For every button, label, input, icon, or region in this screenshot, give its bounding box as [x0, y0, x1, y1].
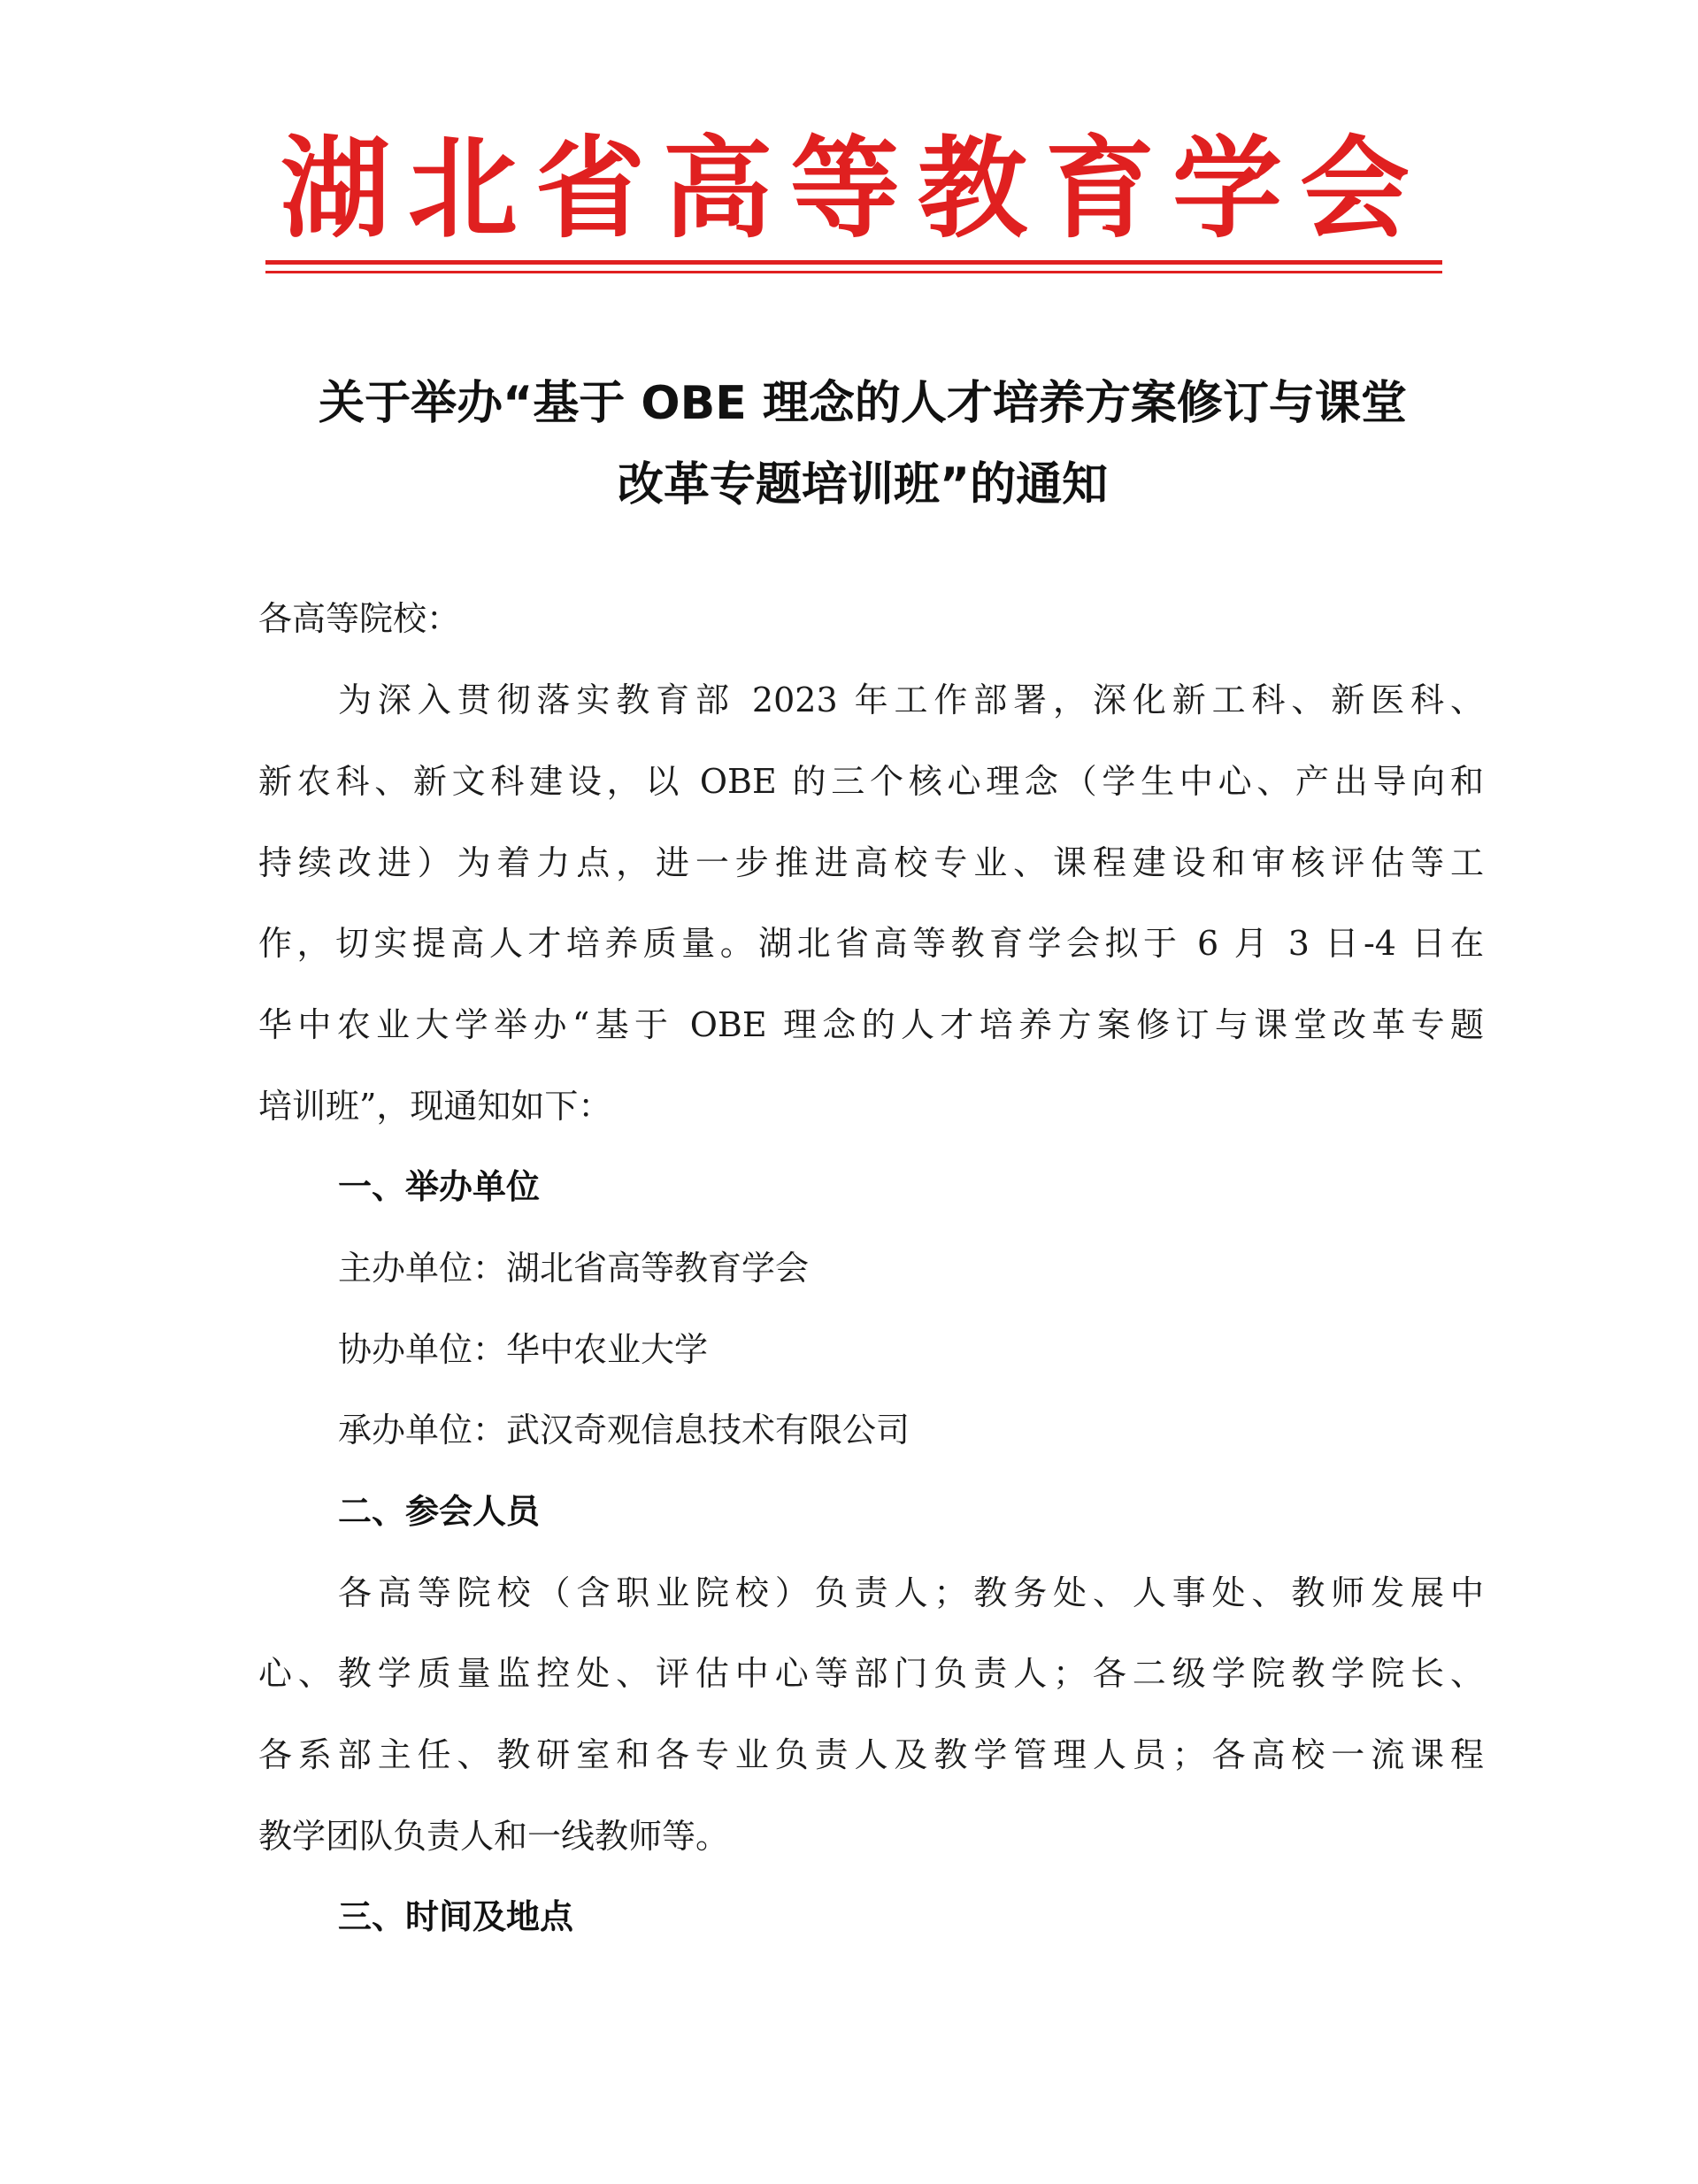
intro-line-6: 培训班”，现通知如下：: [258, 1087, 612, 1126]
title-line-1: 关于举办“基于 OBE 理念的人才培养方案修订与课堂: [319, 377, 1407, 430]
intro-line-1: 为深入贯彻落实教育部 2023 年工作部署，深化新工科、新医科、: [338, 681, 1484, 719]
section1-item-cohost: 协办单位：华中农业大学: [338, 1330, 709, 1369]
intro-line-4: 作，切实提高人才培养质量。湖北省高等教育学会拟于 6 月 3 日-4 日在: [258, 924, 1484, 963]
intro-line-3: 持续改进）为着力点，进一步推进高校专业、课程建设和审核评估等工: [258, 843, 1484, 882]
section2-line-2: 心、教学质量监控处、评估中心等部门负责人；各二级学院教学院长、: [258, 1654, 1484, 1693]
intro-line-2: 新农科、新文科建设，以 OBE 的三个核心理念（学生中心、产出导向和: [258, 762, 1484, 801]
document-title: [248, 363, 1478, 526]
section2-line-4: 教学团队负责人和一线教师等。: [258, 1817, 730, 1856]
title-line-2: 改革专题培训班”的通知: [617, 458, 1109, 511]
section1-heading: 一、举办单位: [338, 1167, 541, 1206]
letterhead-rule-thick: [265, 260, 1442, 265]
section3-heading: 三、时间及地点: [338, 1897, 574, 1936]
section2-line-3: 各系部主任、教研室和各专业负责人及教学管理人员；各高校一流课程: [258, 1735, 1484, 1774]
salutation: 各高等院校：: [258, 599, 461, 638]
section2-line-1: 各高等院校（含职业院校）负责人；教务处、人事处、教师发展中: [338, 1573, 1484, 1612]
letterhead-rule-thin: [265, 271, 1442, 273]
section2-heading: 二、参会人员: [338, 1492, 541, 1531]
section1-item-organizer: 承办单位：武汉奇观信息技术有限公司: [338, 1411, 910, 1450]
letterhead: [265, 125, 1442, 281]
intro-line-5: 华中农业大学举办“基于 OBE 理念的人才培养方案修订与课堂改革专题: [258, 1005, 1484, 1044]
section1-item-host: 主办单位：湖北省高等教育学会: [338, 1249, 810, 1288]
letterhead-org-name: 湖北省高等教育学会: [280, 125, 1427, 253]
